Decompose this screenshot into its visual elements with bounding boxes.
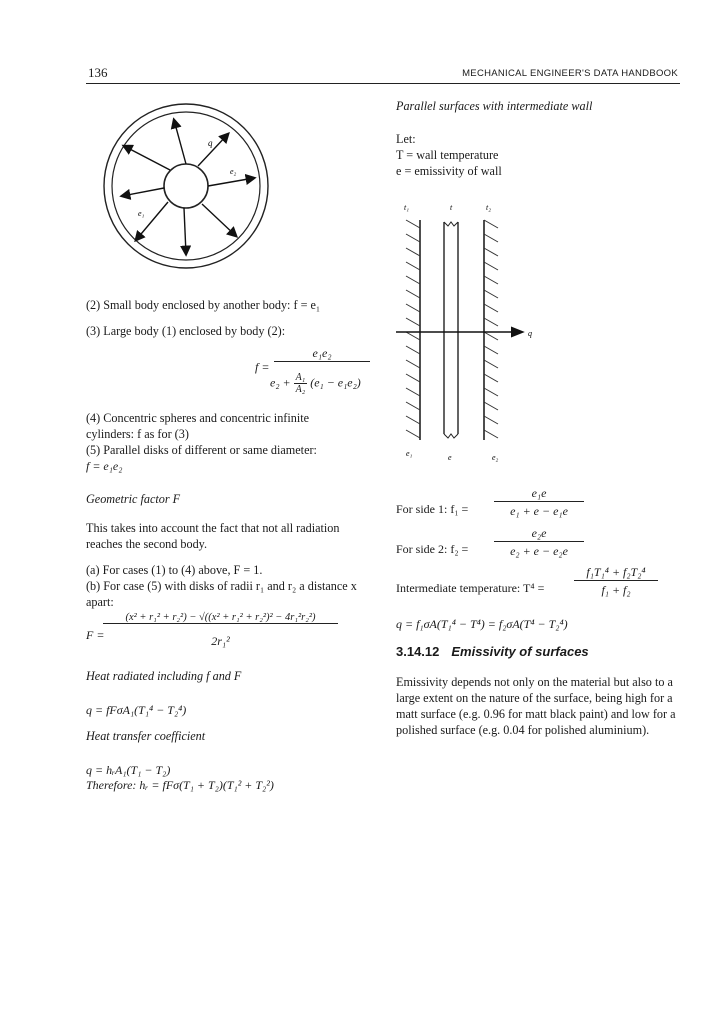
definition-T: T = wall temperature [396, 148, 499, 162]
F-lhs: F = [86, 628, 105, 642]
radiation-arrow [136, 202, 168, 240]
heat-transfer-equation-1: q = hᵣA₁(T₁ − T₂) [86, 763, 171, 777]
radiation-arrow [122, 188, 164, 196]
geometric-factor-case-a: (a) For cases (1) to (4) above, F = 1. [86, 563, 263, 577]
case-3-area-ratio [294, 372, 308, 395]
section-title: Emissivity of surfaces [451, 644, 589, 659]
emissivity-paragraph: Emissivity depends not only on the material but also to a large extent on the nature of the surface, being high for a matt surface (e.g. 0.96 for matt black paint) and low for a polished surface (e.g. 0.04 for polished aluminium). [396, 675, 676, 737]
outer-body-inner-circle [112, 112, 260, 260]
header-rule [86, 83, 680, 84]
case-5-equation: f = e₁e₂ [86, 459, 123, 473]
radiation-arrow [124, 146, 170, 170]
heat-transfer-equation-2: Therefore: hᵣ = fFσ(T₁ + T₂)(T₁² + T₂²) [86, 778, 274, 792]
bottom-label-e: e [448, 453, 452, 462]
side-2-numerator: e₂e [494, 526, 584, 542]
F-numerator: (x² + r₁² + r₂²) − √((x² + r₁² + r₂²)² − 4r₁²r₂²) [103, 612, 338, 624]
figure2-label-q: q [528, 329, 532, 338]
case-3-den-a: e₂ + [270, 375, 291, 390]
geometric-factor-case-b: (b) For case (5) with disks of radii r₁ and r₂ a distance x apart: [86, 579, 357, 609]
concentric-bodies-figure [100, 100, 280, 280]
surface-1-hatching [406, 220, 420, 438]
case-3-f-lhs: f = [255, 360, 270, 374]
intermediate-temperature-denominator: f₁ + f₂ [601, 583, 631, 597]
case-3-numerator: e₁e₂ [274, 346, 370, 362]
radiation-arrow [174, 120, 186, 164]
heat-radiated-equation: q = fFσA₁(T₁⁴ − T₂⁴) [86, 703, 187, 717]
bottom-label-e1: e₁ [406, 449, 413, 458]
intermediate-temperature-numerator: f₁T₁⁴ + f₂T₂⁴ [574, 565, 658, 581]
radiation-arrow [202, 204, 236, 236]
side-1-numerator: e₁e [494, 486, 584, 502]
radiation-arrow [208, 178, 254, 186]
geometric-factor-heading: Geometric factor F [86, 492, 181, 506]
side-2-label: For side 2: f₂ = [396, 542, 469, 556]
area-ratio-den: A₂ [295, 384, 306, 395]
top-label-t: t [450, 203, 453, 212]
surface-2-hatching [484, 220, 498, 438]
definition-e: e = emissivity of wall [396, 164, 502, 178]
side-1-label: For side 1: f₁ = [396, 502, 469, 516]
wall-bottom-break [444, 434, 458, 438]
radiation-arrow [184, 208, 186, 254]
parallel-surfaces-heading: Parallel surfaces with intermediate wall [396, 99, 593, 113]
case-3-text: (3) Large body (1) enclosed by body (2): [86, 324, 286, 338]
section-heading [396, 643, 589, 661]
radiation-arrow [198, 134, 228, 166]
parallel-wall-figure [392, 198, 552, 476]
top-label-t2: t₂ [486, 203, 492, 212]
F-denominator: 2r₁² [211, 634, 230, 648]
side-2-denominator: e₂ + e − e₂e [510, 544, 568, 558]
case-3-denominator [270, 372, 361, 395]
case-4-text: (4) Concentric spheres and concentric infinite cylinders: f as for (3) [86, 411, 310, 441]
figure1-label-e2: e₂ [230, 167, 237, 176]
top-label-t1: t₁ [404, 203, 410, 212]
case-5-text: (5) Parallel disks of different or same diameter: [86, 443, 317, 457]
case-2-text: (2) Small body enclosed by another body: f = e₁ [86, 298, 321, 312]
heat-radiated-heading: Heat radiated including f and F [86, 669, 242, 683]
let-label: Let: [396, 132, 416, 146]
geometric-factor-text: This takes into account the fact that not all radiation reaches the second body. [86, 521, 340, 551]
section-number: 3.14.12 [396, 644, 440, 659]
case-3-den-b: (e₁ − e₁e₂) [310, 375, 361, 390]
side-1-denominator: e₁ + e − e₁e [510, 504, 568, 518]
intermediate-temperature-label: Intermediate temperature: T⁴ = [396, 581, 545, 595]
page-number: 136 [88, 65, 108, 80]
area-ratio-num: A₁ [295, 372, 306, 383]
wall-top-break [444, 222, 458, 226]
bottom-label-e2: e₂ [492, 453, 499, 462]
figure1-label-q: q [208, 138, 213, 148]
figure1-label-e1: e₁ [138, 209, 145, 218]
inner-body-circle [164, 164, 208, 208]
heat-flow-equation: q = f₁σA(T₁⁴ − T⁴) = f₂σA(T⁴ − T₂⁴) [396, 617, 568, 631]
heat-transfer-coefficient-heading: Heat transfer coefficient [86, 729, 206, 743]
running-title: MECHANICAL ENGINEER'S DATA HANDBOOK [462, 68, 678, 79]
